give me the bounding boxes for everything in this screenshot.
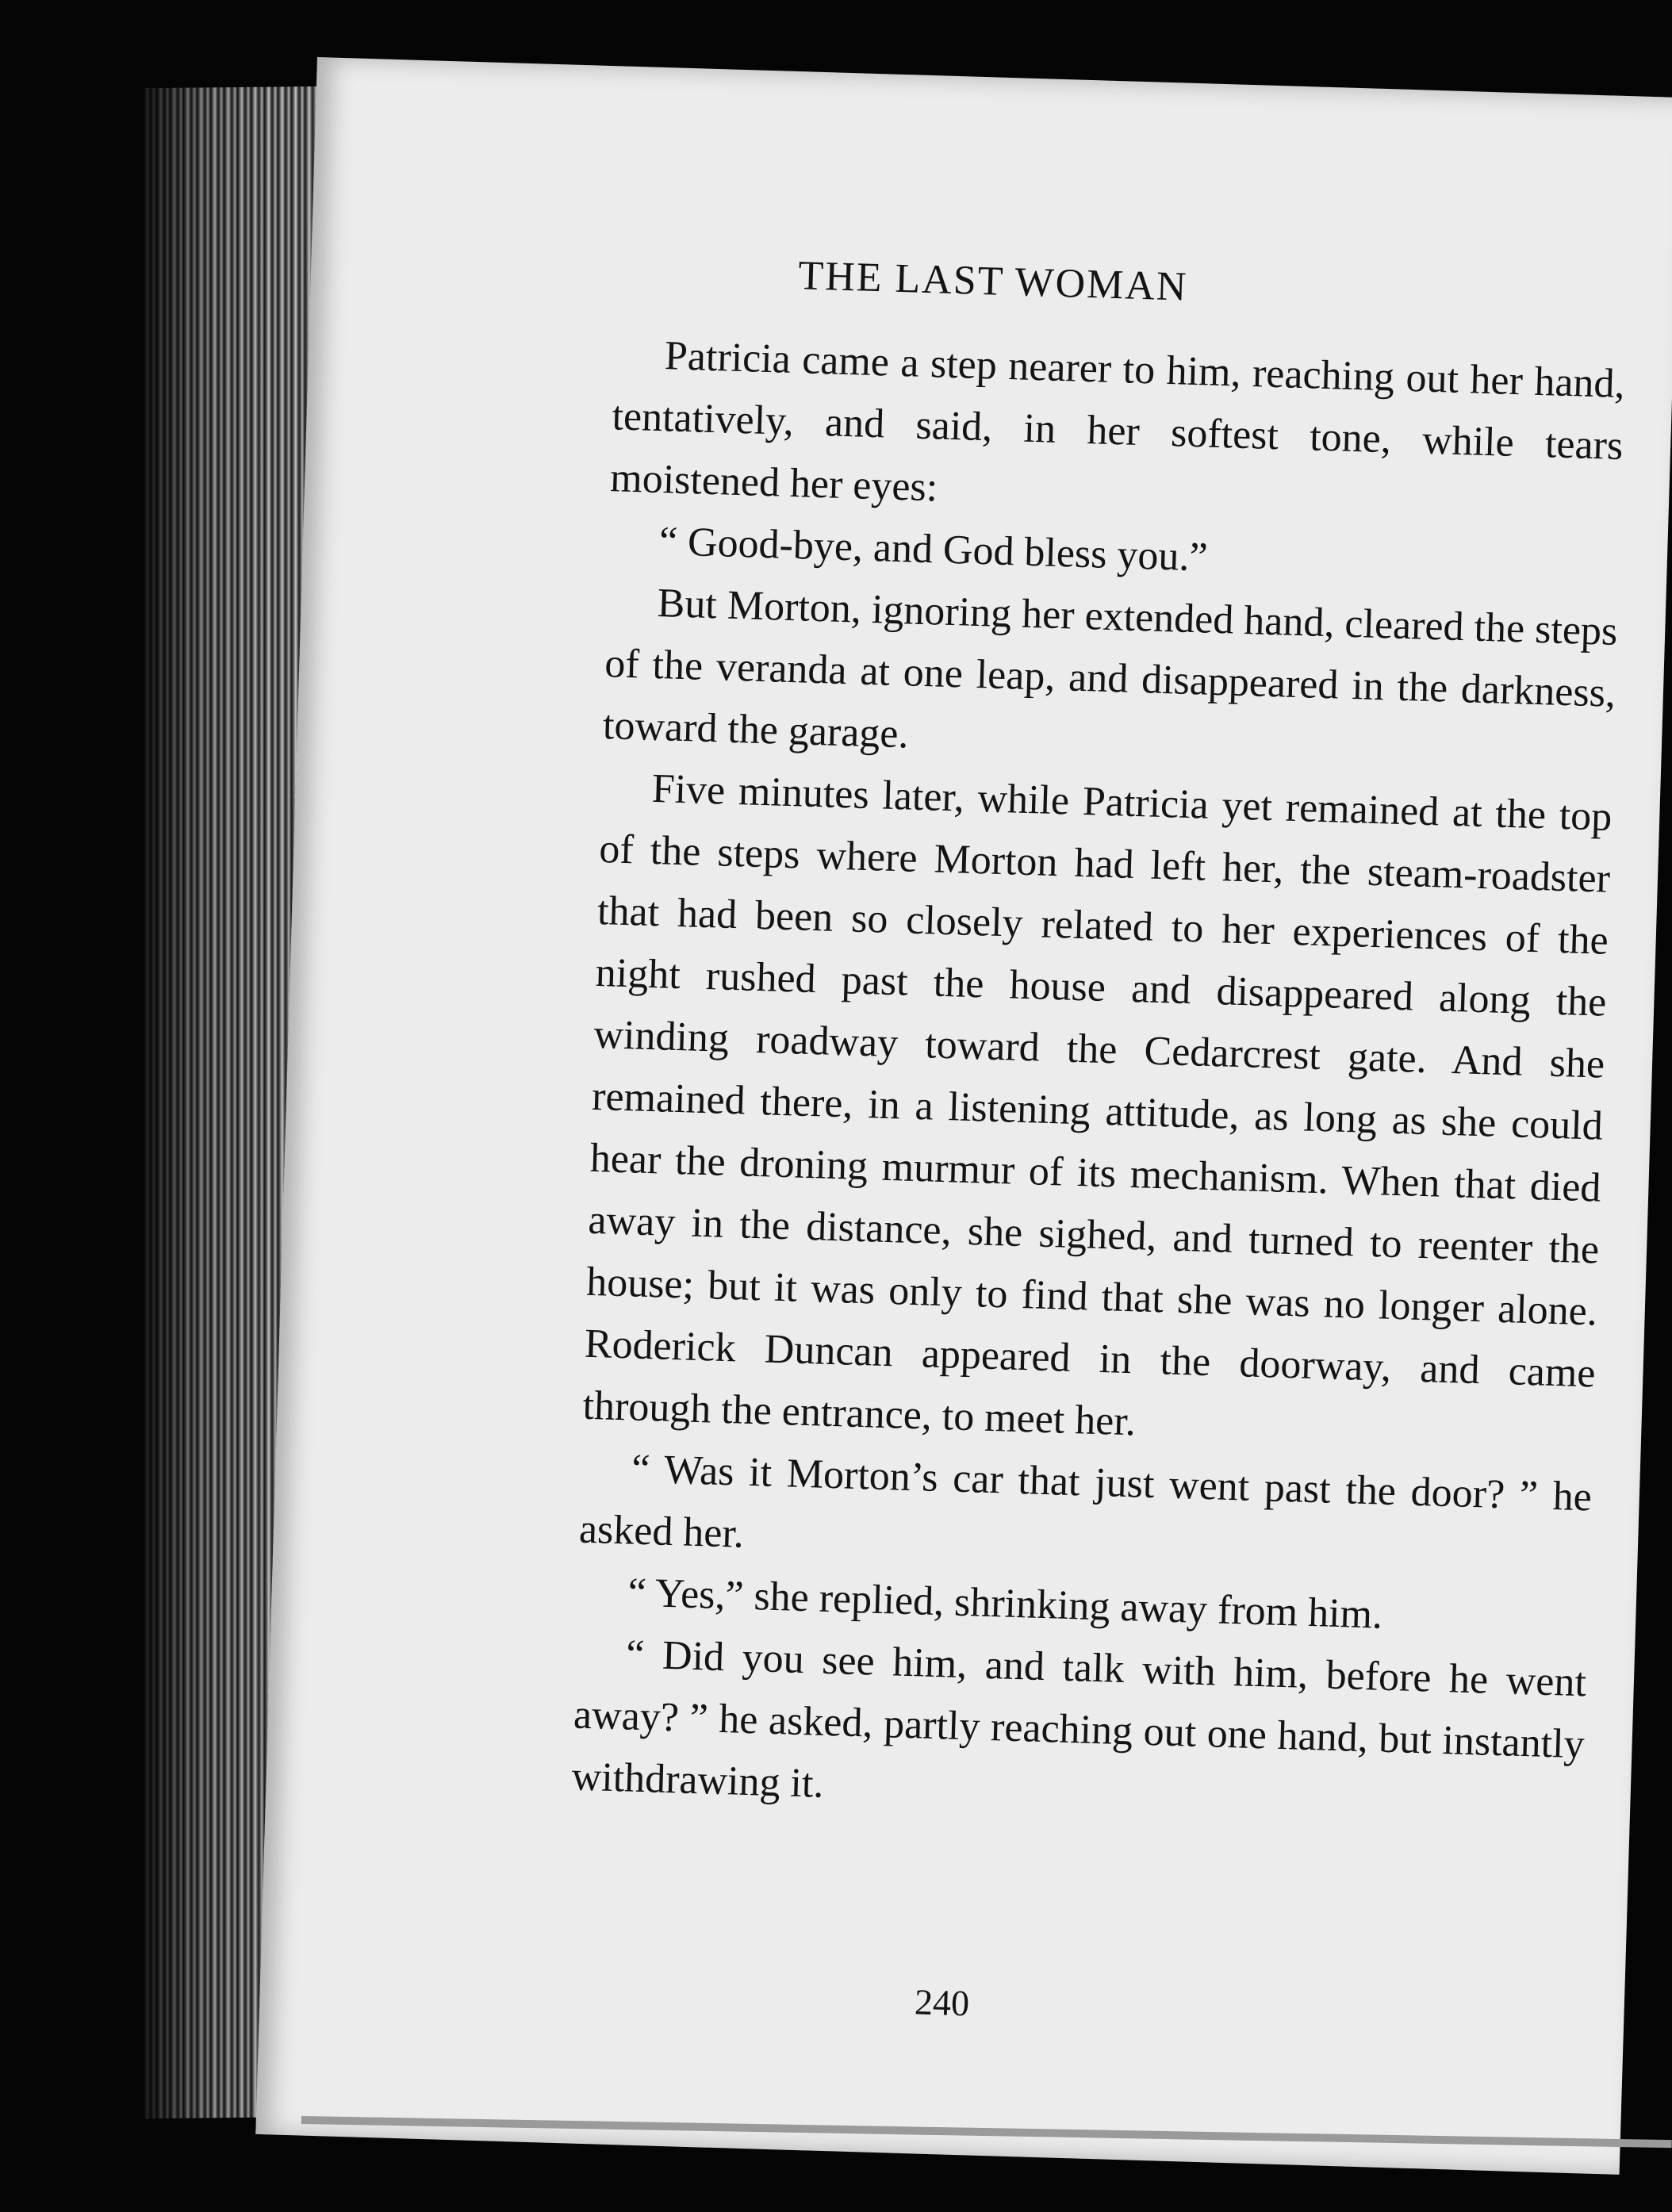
paragraph: “ Yes,” she replied, shrinking away from him.: [627, 1570, 1383, 1638]
book-page: [255, 57, 1672, 2175]
paragraph: But Morton, ignoring her extended hand, cleared the steps of the veranda at one leap, and disappeared in the darkness, toward the garage.: [602, 581, 1619, 757]
paragraph: Patricia came a step nearer to him, reaching out her hand, tentatively, and said, in her softest tone, while tears moistened her eyes:: [609, 333, 1626, 511]
body-text: [571, 324, 1626, 1838]
paragraph: “ Did you see him, and talk with him, before he went away? ” he asked, partly reaching out one hand, but instantly withdrawing it.: [570, 1631, 1587, 1807]
page-number: 240: [914, 1981, 970, 2024]
paragraph: “ Was it Morton’s car that just went past the door? ” he asked her.: [578, 1446, 1593, 1557]
running-header: THE LAST WOMAN: [797, 253, 1189, 310]
paragraph: Five minutes later, while Patricia yet remained at the top of the steps where Morton had left her, the steam-roadster that had been so closely related to her experiences of the night rushed past the house and disappeared along the winding roadway toward the Cedarcrest gate. And she remained there, in a listening attitude, as long as she could hear the droning murmur of its mechanism. When that died away in the distance, she sighed, and turned to reenter the house; but it was only to find that she was no longer alone. Roderick Duncan appeared in the doorway, and came through the entrance, to meet her.: [581, 765, 1613, 1445]
paragraph: “ Good-bye, and God bless you.”: [658, 519, 1209, 581]
